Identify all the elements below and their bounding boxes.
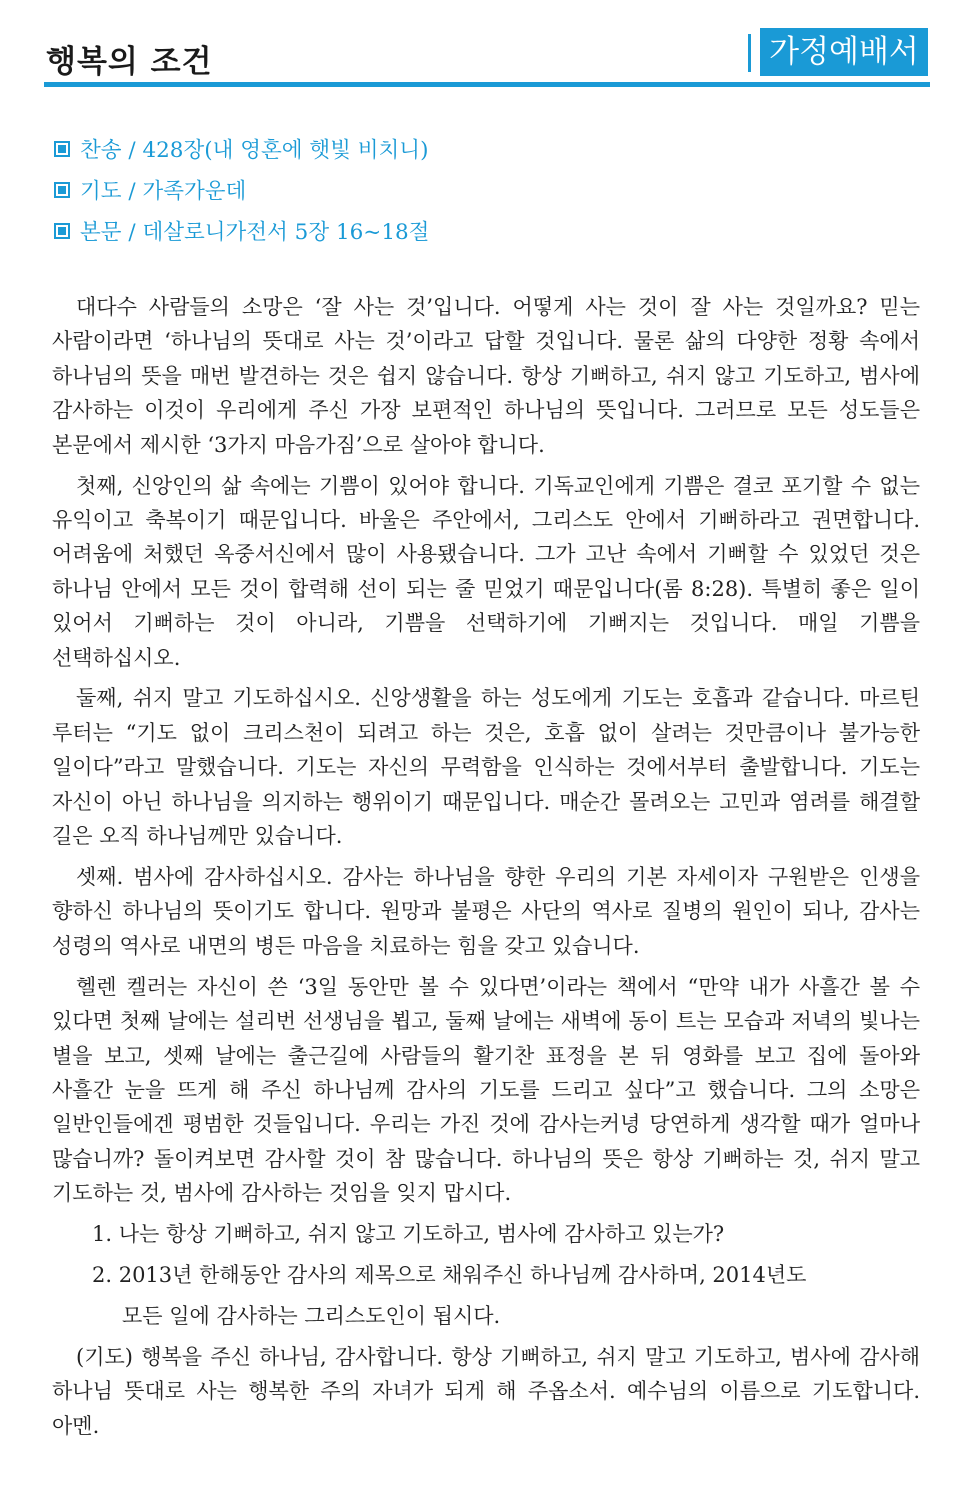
paragraph-prayer: 둘째, 쉬지 말고 기도하십시오. 신앙생활을 하는 성도에게 기도는 호흡과 같습니다. 마르틴 루터는 “기도 없이 크리스천이 되려고 하는 것은, 호흡 없이 살려는 것만큼이나 불가능한 일이다”라고 말했습니다. 기도는 자신의 무력함을 인식하는 것에서부터 출발합니다. 기도는 자신이 아닌 하나님을 의지하는 행위이기 때문입니다. 매순간 몰려오는 고민과 염려를 해결할 길은 오직 하나님께만 있습니다. — [52, 686, 920, 849]
hymn-info — [54, 128, 429, 169]
paragraph-intro: 대다수 사람들의 소망은 ‘잘 사는 것’입니다. 어떻게 사는 것이 잘 사는 것일까요? 믿는 사람이라면 ‘하나님의 뜻대로 사는 것’이라고 답할 것입니다. 물론 삶의 다양한 정황 속에서 하나님의 뜻을 매번 발견하는 것은 쉽지 않습니다. 항상 기뻐하고, 쉬지 않고 기도하고, 범사에 감사하는 이것이 우리에게 주신 가장 보편적인 하나님의 뜻입니다. 그러므로 모든 성도들은 본문에서 제시한 ‘3가지 마음가짐’으로 살아야 합니다. — [52, 295, 920, 457]
scripture-info-text: 본문 / 데살로니가전서 5장 16~18절 — [80, 220, 430, 245]
header-rule — [44, 82, 930, 87]
page-title: 행복의 조건 — [46, 44, 213, 80]
paragraph-helen-keller: 헬렌 켈러는 자신이 쓴 ‘3일 동안만 볼 수 있다면’이라는 책에서 “만약 내가 사흘간 볼 수 있다면 첫째 날에는 설리번 선생님을 뵙고, 둘째 날에는 새벽에 동이 트는 모습과 저녁의 빛나는 별을 보고, 셋째 날에는 출근길에 사람들의 활기찬 표정을 본 뒤 영화를 보고 집에 돌아와 사흘간 눈을 뜨게 해 주신 하나님께 감사의 기도를 드리고 싶다”고 했습니다. 그의 소망은 일반인들에겐 평범한 것들입니다. 우리는 가진 것에 감사는커녕 당연하게 생각할 때가 얼마나 많습니까? 돌이켜보면 감사할 것이 참 많습니다. 하나님의 뜻은 항상 기뻐하는 것, 쉬지 말고 기도하는 것, 범사에 감사하는 것임을 잊지 맙시다. — [52, 974, 920, 1206]
square-bullet-icon — [54, 141, 70, 157]
closing-prayer: (기도) 행복을 주신 하나님, 감사합니다. 항상 기뻐하고, 쉬지 말고 기도하고, 범사에 감사해 하나님 뜻대로 사는 행복한 주의 자녀가 되게 해 주옵소서. 예수님의 이름으로 기도합니다. 아멘. — [52, 1344, 920, 1438]
paragraph-joy: 첫째, 신앙인의 삶 속에는 기쁨이 있어야 합니다. 기독교인에게 기쁨은 결코 포기할 수 없는 유익이고 축복이기 때문입니다. 바울은 주안에서, 그리스도 안에서 기뻐하라고 권면합니다. 어려움에 처했던 옥중서신에서 많이 사용됐습니다. 그가 고난 속에서 기뻐할 수 있었던 것은 하나님 안에서 모든 것이 합력해 선이 되는 줄 믿었기 때문입니다(롬 8:28). 특별히 좋은 일이 있어서 기뻐하는 것이 아니라, 기쁨을 선택하기에 기뻐지는 것입니다. 매일 기쁨을 선택하십시오. — [52, 473, 920, 670]
prayer-info — [54, 169, 429, 210]
reflection-question-2-continued: 모든 일에 감사하는 그리스도인이 됩시다. — [122, 1303, 501, 1328]
reflection-question-1: 1. 나는 항상 기뻐하고, 쉬지 않고 기도하고, 범사에 감사하고 있는가? — [92, 1222, 725, 1247]
paragraph-thanks: 셋째. 범사에 감사하십시오. 감사는 하나님을 향한 우리의 기본 자세이자 구원받은 인생을 향하신 하나님의 뜻이기도 합니다. 원망과 불평은 사단의 역사로 질병의 원인이 되나, 감사는 성령의 역사로 내면의 병든 마음을 치료하는 힘을 갖고 있습니다. — [52, 865, 920, 958]
hymn-info-text: 찬송 / 428장(내 영혼에 햇빛 비치니) — [80, 138, 429, 163]
sermon-body — [52, 290, 920, 1443]
prayer-info-text: 기도 / 가족가운데 — [80, 179, 247, 204]
square-bullet-icon — [54, 182, 70, 198]
reflection-question-2: 2. 2013년 한해동안 감사의 제목으로 채워주신 하나님께 감사하며, 2014년도 — [92, 1262, 807, 1287]
section-badge: 가정예배서 — [760, 28, 928, 76]
scripture-info — [54, 210, 429, 251]
worship-info-list — [54, 128, 429, 251]
square-bullet-icon — [54, 223, 70, 239]
header-divider — [748, 34, 751, 72]
